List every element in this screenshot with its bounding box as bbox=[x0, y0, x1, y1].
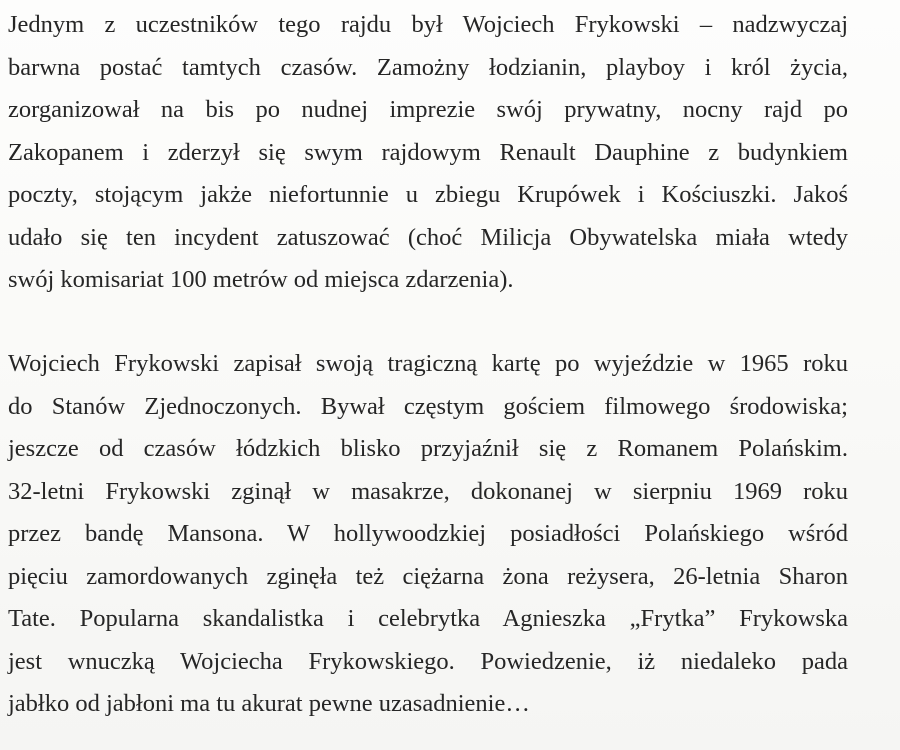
paragraph-frykowski-biography bbox=[8, 343, 848, 726]
text-line: Zakopanem i zderzył się swym rajdowym Renault Dauphine z budynkiem bbox=[8, 138, 848, 166]
text-line: Jednym z uczestników tego rajdu był Wojciech Frykowski – nadzwyczaj bbox=[8, 11, 848, 38]
text-line: zorganizował na bis po nudnej imprezie swój prywatny, nocny rajd po bbox=[8, 96, 848, 123]
text-line: poczty, stojącym jakże niefortunnie u zbiegu Krupówek i Kościuszki. Jakoś bbox=[8, 181, 848, 208]
text-line: jest wnuczką Wojciecha Frykowskiego. Powiedzenie, iż niedaleko pada bbox=[8, 647, 848, 675]
text-line: 32-letni Frykowski zginął w masakrze, dokonanej w sierpniu 1969 roku bbox=[8, 477, 848, 505]
text-line: do Stanów Zjednoczonych. Bywał częstym gościem filmowego środowiska; bbox=[8, 392, 848, 420]
text-line: barwna postać tamtych czasów. Zamożny łodzianin, playboy i król życia, bbox=[8, 53, 848, 81]
text-line: jeszcze od czasów łódzkich blisko przyjaźnił się z Romanem Polańskim. bbox=[8, 435, 848, 462]
text-line: przez bandę Mansona. W hollywoodzkiej posiadłości Polańskiego wśród bbox=[8, 520, 848, 547]
text-line: Wojciech Frykowski zapisał swoją tragiczną kartę po wyjeździe w 1965 roku bbox=[8, 350, 848, 377]
text-line: Tate. Popularna skandalistka i celebrytka Agnieszka „Frytka” Frykowska bbox=[8, 605, 848, 632]
text-line: udało się ten incydent zatuszować (choć Milicja Obywatelska miała wtedy bbox=[8, 223, 848, 251]
text-line: swój komisariat 100 metrów od miejsca zdarzenia). bbox=[8, 266, 514, 293]
text-line: pięciu zamordowanych zginęła też ciężarna żona reżysera, 26-letnia Sharon bbox=[8, 562, 848, 590]
text-line: jabłko od jabłoni ma tu akurat pewne uzasadnienie… bbox=[8, 690, 530, 717]
paragraph-rally-incident bbox=[8, 4, 848, 302]
